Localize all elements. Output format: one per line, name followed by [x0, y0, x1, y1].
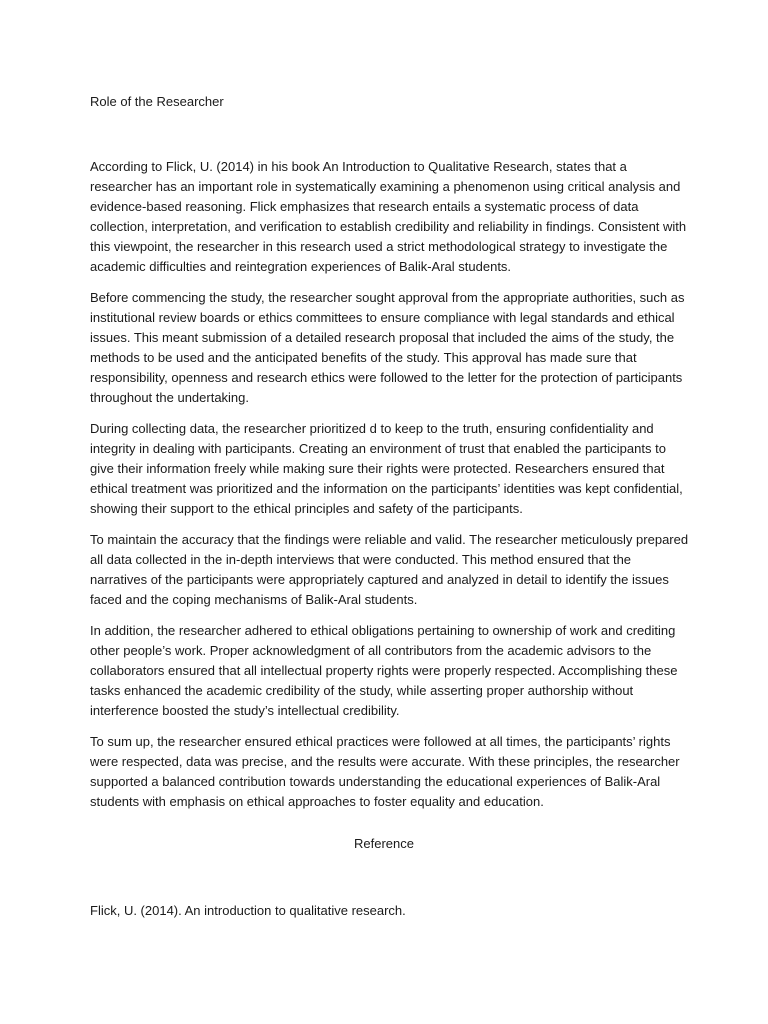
paragraph-2: Before commencing the study, the researcher sought approval from the appropriate authorities, such as institutional review boards or ethics committees to ensure compliance with legal standards and ethical issues. This meant submission of a detailed research proposal that included the aims of the study, the methods to be used and the anticipated benefits of the study. This approval has made sure that responsibility, openness and research ethics were followed to the letter for the protection of participants throughout the undertaking. — [90, 290, 685, 405]
document-title: Role of the Researcher — [90, 94, 224, 109]
paragraph-6: To sum up, the researcher ensured ethical practices were followed at all times, the participants’ rights were respected, data was precise, and the results were accurate. With these principles, the researcher supported a balanced contribution towards understanding the educational experiences of Balik-Aral students with emphasis on ethical approaches to foster equality and education. — [90, 734, 680, 809]
document-body — [90, 157, 690, 823]
reference-heading: Reference — [354, 836, 414, 851]
paragraph-5: In addition, the researcher adhered to ethical obligations pertaining to ownership of work and crediting other people’s work. Proper acknowledgment of all contributors from the academic advisors to the collaborators ensured that all intellectual property rights were properly respected. Accomplishing these tasks enhanced the academic credibility of the study, while asserting proper authorship without interference boosted the study’s intellectual credibility. — [90, 623, 678, 718]
paragraph-1: According to Flick, U. (2014) in his book An Introduction to Qualitative Research, states that a researcher has an important role in systematically examining a phenomenon using critical analysis and evidence-based reasoning. Flick emphasizes that research entails a systematic process of data collection, interpretation, and verification to establish credibility and reliability in findings. Consistent with this viewpoint, the researcher in this research used a strict methodological strategy to investigate the academic difficulties and reintegration experiences of Balik-Aral students. — [90, 159, 687, 274]
reference-entry: Flick, U. (2014). An introduction to qualitative research. — [90, 903, 406, 918]
paragraph-4: To maintain the accuracy that the findings were reliable and valid. The researcher meticulously prepared all data collected in the in-depth interviews that were conducted. This method ensured that the narratives of the participants were appropriately captured and analyzed in detail to identify the issues faced and the coping mechanisms of Balik-Aral students. — [90, 532, 689, 607]
paragraph-3: During collecting data, the researcher prioritized d to keep to the truth, ensuring confidentiality and integrity in dealing with participants. Creating an environment of trust that enabled the participants to give their information freely while making sure their rights were protected. Researchers ensured that ethical treatment was prioritized and the information on the participants’ identities was kept confidential, showing their support to the ethical principles and safety of the participants. — [90, 421, 683, 516]
